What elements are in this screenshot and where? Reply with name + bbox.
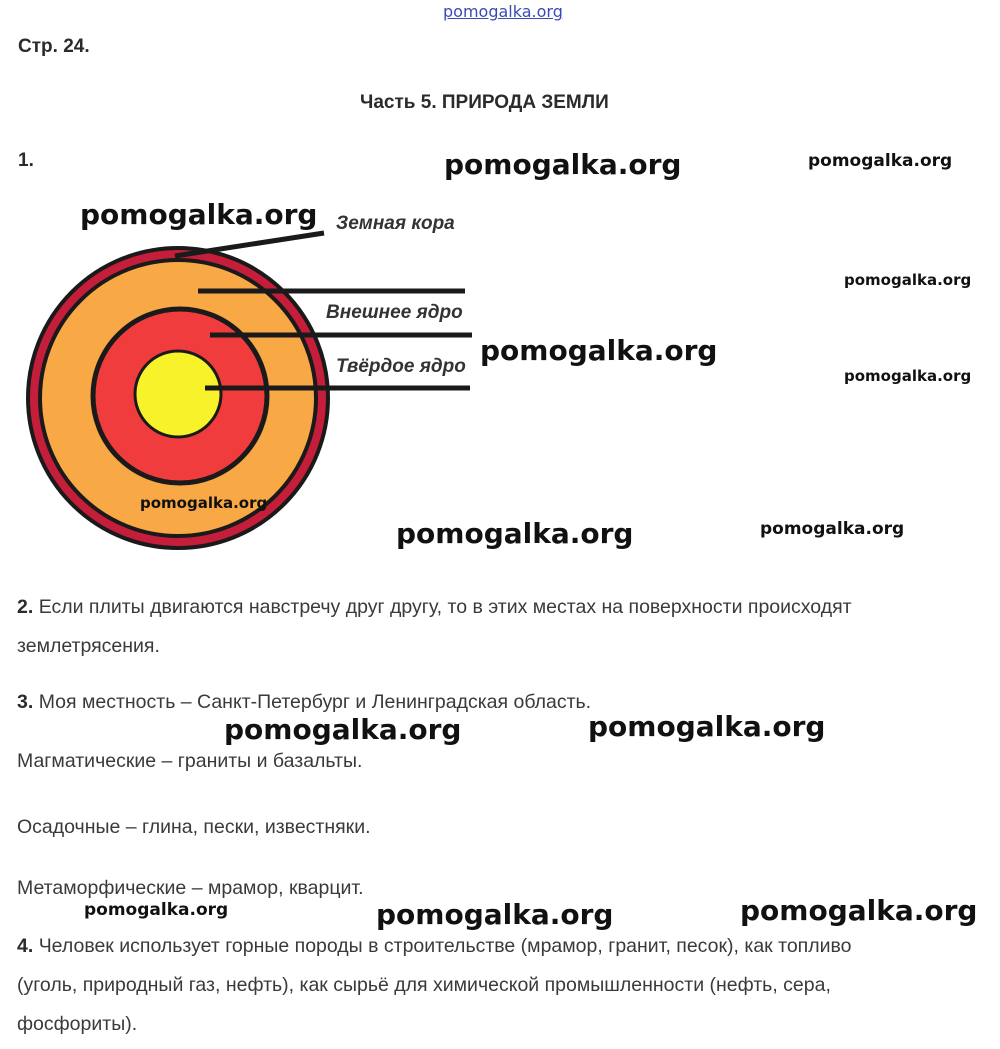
task4-line2: (уголь, природный газ, нефть), как сырьё для химической промышленности (нефть, сера, [17,974,831,996]
task3-intro-text: Моя местность – Санкт-Петербург и Ленинградская область. [38,691,592,713]
task2-line2: землетрясения. [17,635,160,657]
watermark: pomogalka.org [224,713,462,746]
task4-paragraph [17,927,851,1044]
inner-core-circle [135,351,221,437]
watermark: pomogalka.org [760,519,905,539]
inner-core-label: Твёрдое ядро [336,356,466,377]
watermark: pomogalka.org [844,271,972,289]
task3-igneous: Магматические – граниты и базальты. [17,750,363,772]
crust-label: Земная кора [336,213,455,234]
task2-number: 2. [17,596,34,618]
watermark: pomogalka.org [80,198,318,231]
task2-paragraph [17,588,852,666]
page-number: Стр. 24. [18,36,90,57]
watermark: pomogalka.org [396,517,634,550]
task3-sedimentary: Осадочные – глина, пески, известняки. [17,816,371,838]
watermark: pomogalka.org [480,334,718,367]
task4-line1-text: Человек использует горные породы в строительстве (мрамор, гранит, песок), как топливо [38,935,852,957]
task4-line1 [17,927,851,966]
task4-line3: фосфориты). [17,1013,138,1035]
watermark: pomogalka.org [740,894,978,927]
task3-number: 3. [17,691,34,713]
task3-metamorphic: Метаморфические – мрамор, кварцит. [17,877,364,899]
outer-core-label: Внешнее ядро [326,302,463,323]
watermark: pomogalka.org [376,898,614,931]
watermark: pomogalka.org [808,151,953,171]
watermark: pomogalka.org [84,900,229,920]
task1-number: 1. [18,150,34,171]
watermark: pomogalka.org [844,367,972,385]
crust-pointer-line [175,233,324,256]
task2-line1 [17,588,852,627]
task4-number: 4. [17,935,34,957]
task2-line1-text: Если плиты двигаются навстречу друг другу, то в этих местах на поверхности происходят [38,596,852,618]
watermark: pomogalka.org [588,710,826,743]
part-title: Часть 5. ПРИРОДА ЗЕМЛИ [360,92,609,113]
watermark: pomogalka.org [140,494,268,512]
site-link[interactable]: pomogalka.org [443,2,563,21]
watermark: pomogalka.org [444,148,682,181]
